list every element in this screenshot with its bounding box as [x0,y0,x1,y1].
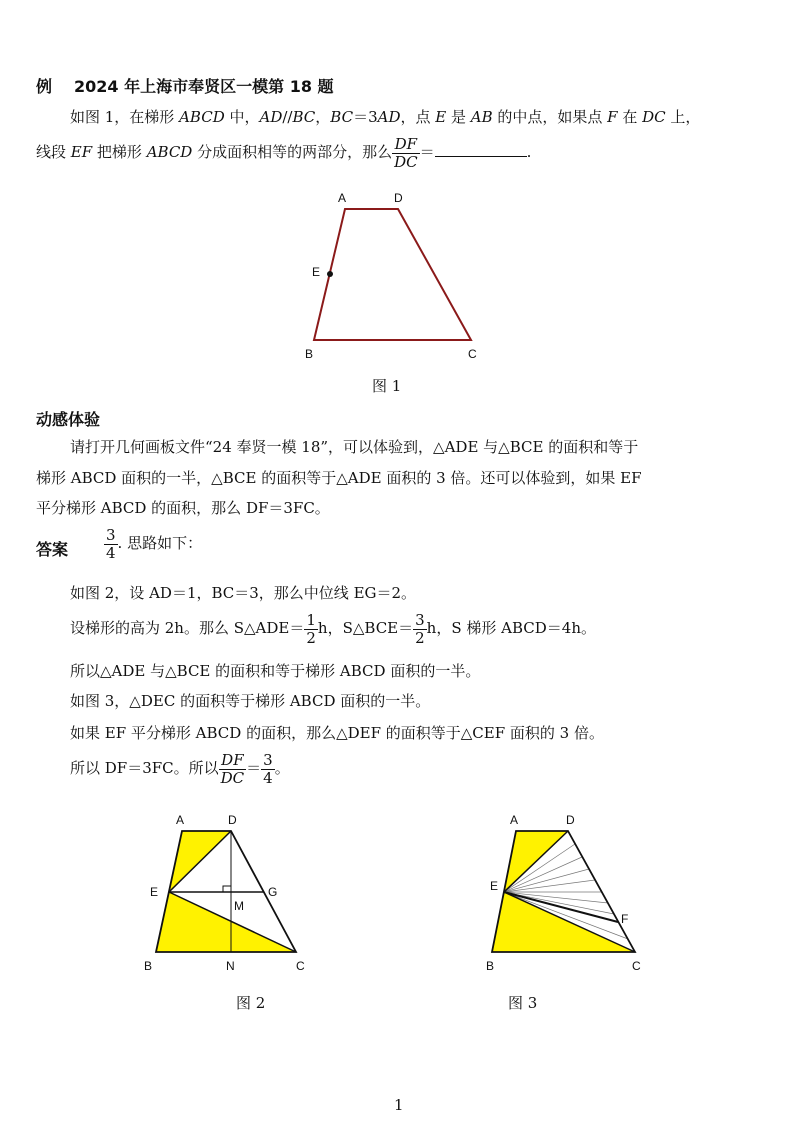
fig1-label-d: D [394,191,403,205]
answer-blank [435,142,527,157]
answer-line-1: 如图 2，设 AD＝1，BC＝3，那么中位线 EG＝2。 [70,584,417,602]
dynamic-line-1: 请打开几何画板文件“24 奉贤一模 18”，可以体验到，△ADE 与△BCE 的面积和等于 [70,438,639,456]
fig2-label-b: B [144,959,153,973]
fig1-label-b: B [305,347,314,361]
dynamic-heading: 动感体验 [36,410,101,429]
dynamic-line-2: 梯形 ABCD 面积的一半，△BCE 的面积等于△ADE 面积的 3 倍。还可以体验到，如果 EF [36,469,642,487]
fig3-label-c: C [632,959,641,973]
fig2-label-c: C [296,959,305,973]
example-label: 例 2024 年上海市奉贤区一模第 18 题 [36,77,334,96]
figure-1 [290,182,500,367]
fig1-point-e [327,271,333,277]
fig2-label-a: A [176,813,185,827]
answer-value: $\frac{3}{4}$ . 思路如下： [106,526,203,562]
problem-line-1: 如图 1，在梯形 ABCD 中，AD//BC，BC＝3AD，点 E 是 AB 的中点，如果点 F 在 DC 上， [70,108,701,126]
dynamic-line-3: 平分梯形 ABCD 的面积，那么 DF＝3FC。 [36,499,330,517]
page-number: 1 [394,1096,404,1114]
fig2-label-n: N [226,959,235,973]
answer-line-3: 所以△ADE 与△BCE 的面积和等于梯形 ABCD 面积的一半。 [70,662,481,680]
fig3-label-b: B [486,959,495,973]
fig3-label-f: F [621,912,629,926]
answer-line-5: 如果 EF 平分梯形 ABCD 的面积，那么△DEF 的面积等于△CEF 面积的 3 倍。 [70,724,604,742]
fig1-label-a: A [338,191,347,205]
figure-2 [140,808,320,978]
fig3-caption: 图 3 [508,994,538,1012]
figure-3 [478,808,658,978]
answer-line-6: 所以 DF＝3FC。所以 $\frac{DF}{DC}$ ＝ $\frac{3}{4}$ 。 [70,751,290,787]
fig2-label-e: E [150,885,159,899]
fig3-label-d: D [566,813,575,827]
fig1-label-e: E [312,265,321,279]
fig1-caption: 图 1 [372,377,402,395]
answer-line-4: 如图 3，△DEC 的面积等于梯形 ABCD 面积的一半。 [70,692,431,710]
fig2-label-g: G [268,885,278,899]
fig2-caption: 图 2 [236,994,266,1012]
fig1-trapezoid [314,209,471,340]
problem-fraction: $\frac{DF}{DC}$ [394,135,418,171]
fig3-label-e: E [490,879,499,893]
problem-title: 2024 年上海市奉贤区一模第 18 题 [74,77,334,96]
answer-heading: 答案 [36,540,69,559]
fig2-label-m: M [234,899,244,913]
fig2-label-d: D [228,813,237,827]
fig1-label-c: C [468,347,477,361]
answer-line-2: 设梯形的高为 2h。那么 S△ADE＝ $\frac{1}{2}$ h，S△BCE＝ $\frac{3}{2}$ h，S 梯形 ABCD＝4h。 [70,611,596,647]
problem-line-2: 线段 EF 把梯形 ABCD 分成面积相等的两部分，那么 $\frac{DF}{DC}$ ＝ . [36,135,532,171]
fig3-label-a: A [510,813,519,827]
